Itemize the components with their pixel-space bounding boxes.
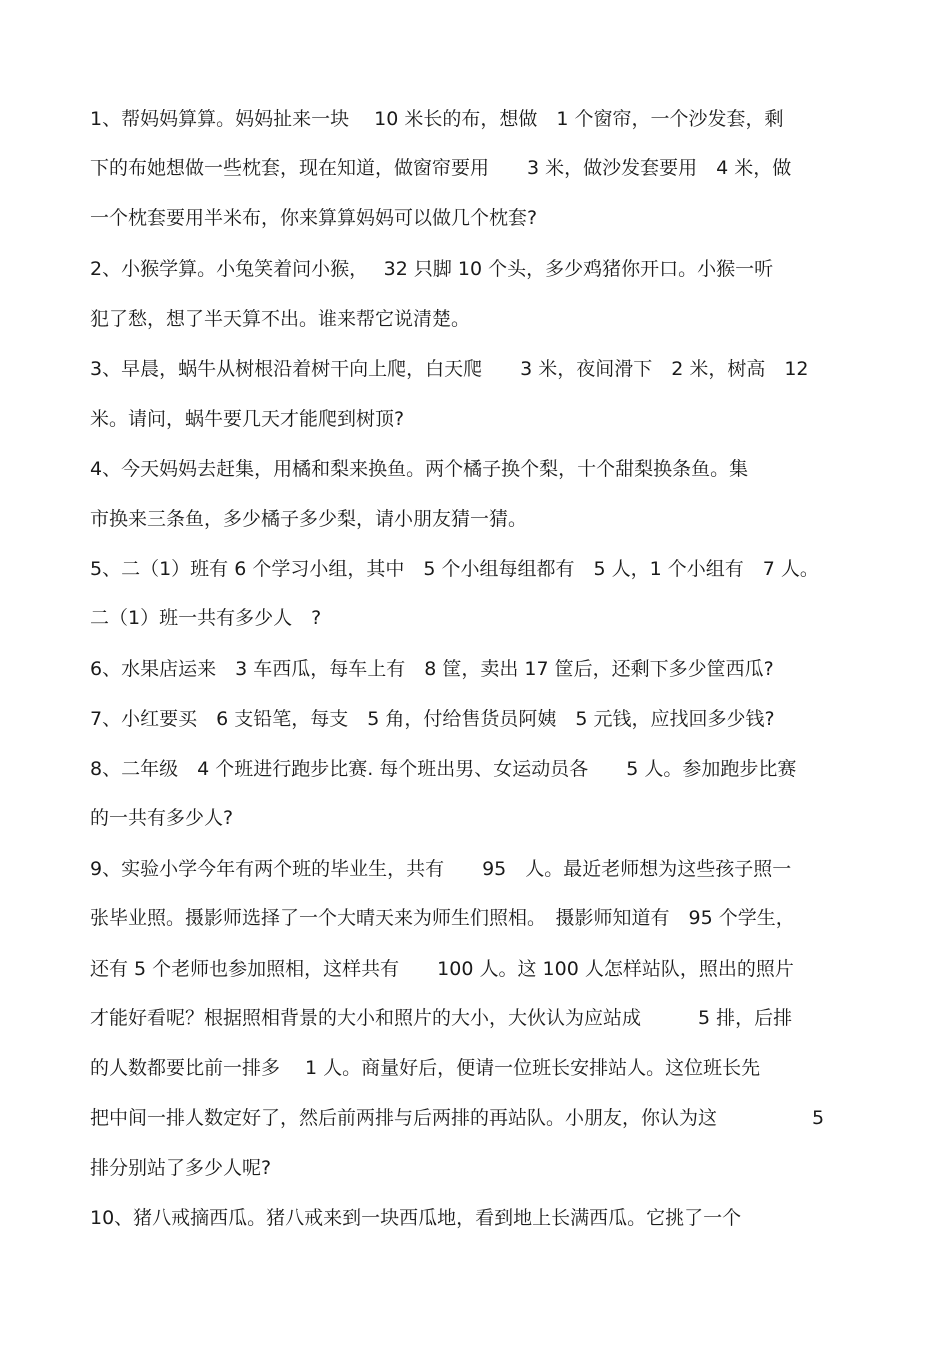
text-line-3: 一个枕套要用半米布，你来算算妈妈可以做几个枕套? [90,207,538,229]
text-line-2: 下的布她想做一些枕套，现在知道，做窗帘要用 3 米，做沙发套要用 4 米，做 [90,157,792,179]
text-line-9: 市换来三条鱼，多少橘子多少梨，请小朋友猜一猜。 [90,508,528,530]
text-line-19: 才能好看呢？根据照相背景的大小和照片的大小，大伙认为应站成 5 排，后排 [90,1007,793,1029]
text-line-4: 2、小猴学算。小兔笑着问小猴， 32 只脚 10 个头，多少鸡猪你开口。小猴一听 [90,258,774,280]
text-line-16: 9、实验小学今年有两个班的毕业生，共有 95 人。最近老师想为这些孩子照一 [90,858,792,880]
text-line-1: 1、帮妈妈算算。妈妈扯来一块 10 米长的布，想做 1 个窗帘，一个沙发套，剩 [90,108,784,130]
text-line-20: 的人数都要比前一排多 1 人。商量好后，便请一位班长安排站人。这位班长先 [90,1057,761,1079]
text-line-8: 4、今天妈妈去赶集，用橘和梨来换鱼。两个橘子换个梨，十个甜梨换条鱼。集 [90,458,749,480]
text-line-18: 还有 5 个老师也参加照相，这样共有 100 人。这 100 人怎样站队，照出的照片 [90,958,794,980]
text-line-22: 排分别站了多少人呢? [90,1157,272,1179]
text-line-21: 把中间一排人数定好了，然后前两排与后两排的再站队。小朋友，你认为这 5 [90,1107,825,1129]
text-line-23: 10、猪八戒摘西瓜。猪八戒来到一块西瓜地，看到地上长满西瓜。它挑了一个 [90,1207,742,1229]
text-line-11: 二（1）班一共有多少人 ? [90,607,322,629]
text-line-7: 米。请问，蜗牛要几天才能爬到树顶? [90,408,405,430]
text-line-17: 张毕业照。摄影师选择了一个大晴天来为师生们照相。 摄影师知道有 95 个学生， [90,907,795,929]
text-line-13: 7、小红要买 6 支铅笔，每支 5 角，付给售货员阿姨 5 元钱，应找回多少钱? [90,708,775,730]
text-line-15: 的一共有多少人? [90,807,234,829]
text-line-12: 6、水果店运来 3 车西瓜，每车上有 8 筐，卖出 17 筐后，还剩下多少筐西瓜? [90,658,774,680]
text-line-5: 犯了愁，想了半天算不出。谁来帮它说清楚。 [90,308,471,330]
text-line-10: 5、二（1）班有 6 个学习小组，其中 5 个小组每组都有 5 人，1 个小组有 7 人。 [90,558,819,580]
text-line-6: 3、早晨，蜗牛从树根沿着树干向上爬，白天爬 3 米，夜间滑下 2 米，树高 12 [90,358,809,380]
text-line-14: 8、二年级 4 个班进行跑步比赛. 每个班出男、女运动员各 5 人。参加跑步比赛 [90,758,797,780]
